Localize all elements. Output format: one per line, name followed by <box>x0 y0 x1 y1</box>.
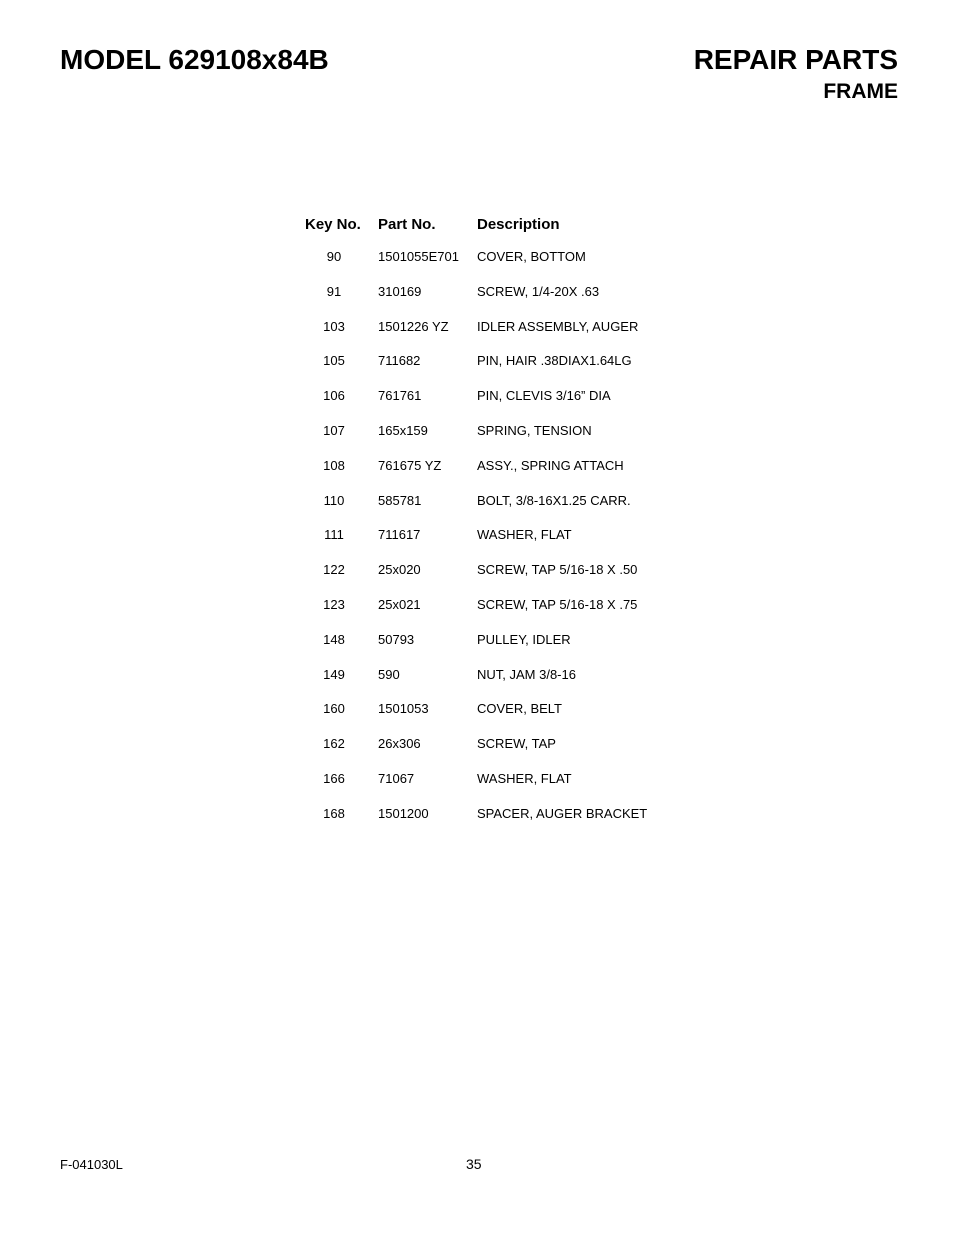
part-number-cell: 585781 <box>378 492 422 508</box>
table-row <box>305 795 665 830</box>
table-row <box>305 273 665 308</box>
table-row <box>305 760 665 795</box>
key-cell: 90 <box>326 249 342 264</box>
description-cell: SPACER, AUGER BRACKET <box>477 805 648 821</box>
description-cell: SCREW, 1/4-20X .63 <box>477 283 600 299</box>
table-body <box>305 238 665 830</box>
description-cell: PIN, HAIR .38DIAX1.64LG <box>477 353 632 369</box>
key-cell: 148 <box>323 631 345 647</box>
key-cell: 168 <box>323 805 345 821</box>
table-row <box>305 551 665 586</box>
key-cell: 122 <box>323 562 345 578</box>
part-number-cell: 25x020 <box>378 562 421 578</box>
key-cell: 103 <box>323 318 345 334</box>
parts-table <box>305 216 665 830</box>
table-row <box>305 412 665 447</box>
description-cell: PIN, CLEVIS 3/16” DIA <box>477 388 611 404</box>
table-row <box>305 342 665 377</box>
part-number-cell: 711682 <box>378 353 421 369</box>
key-cell: 106 <box>323 388 345 404</box>
description-cell: WASHER, FLAT <box>477 770 572 786</box>
part-number-cell: 26x306 <box>378 736 421 752</box>
table-row <box>305 516 665 551</box>
table-row <box>305 482 665 517</box>
description-cell: SCREW, TAP <box>477 736 556 752</box>
description-cell: SCREW, TAP 5/16-18 X .75 <box>477 596 638 612</box>
description-cell: COVER, BOTTOM <box>477 249 586 264</box>
part-number-cell: 1501200 <box>378 805 429 821</box>
part-number-cell: 25x021 <box>378 596 421 612</box>
key-cell: 111 <box>324 527 344 543</box>
table-header <box>305 216 665 238</box>
description-cell: COVER, BELT <box>477 701 563 717</box>
key-cell: 107 <box>323 422 345 438</box>
table-row <box>305 238 665 273</box>
part-number-cell: 711617 <box>378 527 421 543</box>
section-title: FRAME <box>823 80 898 103</box>
key-cell: 110 <box>323 492 345 508</box>
model-title: MODEL 629108x84B <box>60 44 329 75</box>
column-header-part: Part No. <box>378 216 436 233</box>
key-cell: 123 <box>323 596 345 612</box>
part-number-cell: 165x159 <box>378 422 428 438</box>
part-number-cell: 1501055E701 <box>378 249 459 264</box>
key-cell: 162 <box>323 736 345 752</box>
part-number-cell: 1501053 <box>378 701 429 717</box>
key-cell: 166 <box>323 770 345 786</box>
description-cell: SCREW, TAP 5/16-18 X .50 <box>477 562 638 578</box>
form-code: F-041030L <box>60 1157 123 1172</box>
part-number-cell: 71067 <box>378 770 415 786</box>
part-number-cell: 1501226 YZ <box>378 318 449 334</box>
part-number-cell: 50793 <box>378 631 415 647</box>
table-row <box>305 447 665 482</box>
column-header-key: Key No. <box>305 216 361 233</box>
description-cell: PULLEY, IDLER <box>477 631 571 647</box>
table-row <box>305 621 665 656</box>
key-cell: 91 <box>326 283 342 299</box>
table-row <box>305 690 665 725</box>
table-row <box>305 656 665 691</box>
table-row <box>305 308 665 343</box>
part-number-cell: 761761 <box>378 388 422 404</box>
key-cell: 108 <box>323 457 345 473</box>
key-cell: 160 <box>323 701 345 717</box>
part-number-cell: 590 <box>378 666 400 682</box>
description-cell: BOLT, 3/8-16X1.25 CARR. <box>477 492 631 508</box>
part-number-cell: 761675 YZ <box>378 457 442 473</box>
column-header-description: Description <box>477 216 560 233</box>
page-number: 35 <box>466 1156 482 1172</box>
table-row <box>305 725 665 760</box>
table-row <box>305 377 665 412</box>
description-cell: ASSY., SPRING ATTACH <box>477 457 624 473</box>
description-cell: SPRING, TENSION <box>477 422 592 438</box>
part-number-cell: 310169 <box>378 283 422 299</box>
key-cell: 105 <box>323 353 345 369</box>
table-row <box>305 586 665 621</box>
description-cell: WASHER, FLAT <box>477 527 572 543</box>
description-cell: IDLER ASSEMBLY, AUGER <box>477 318 639 334</box>
key-cell: 149 <box>323 666 345 682</box>
document-title: REPAIR PARTS <box>693 44 898 75</box>
description-cell: NUT, JAM 3/8-16 <box>477 666 576 682</box>
